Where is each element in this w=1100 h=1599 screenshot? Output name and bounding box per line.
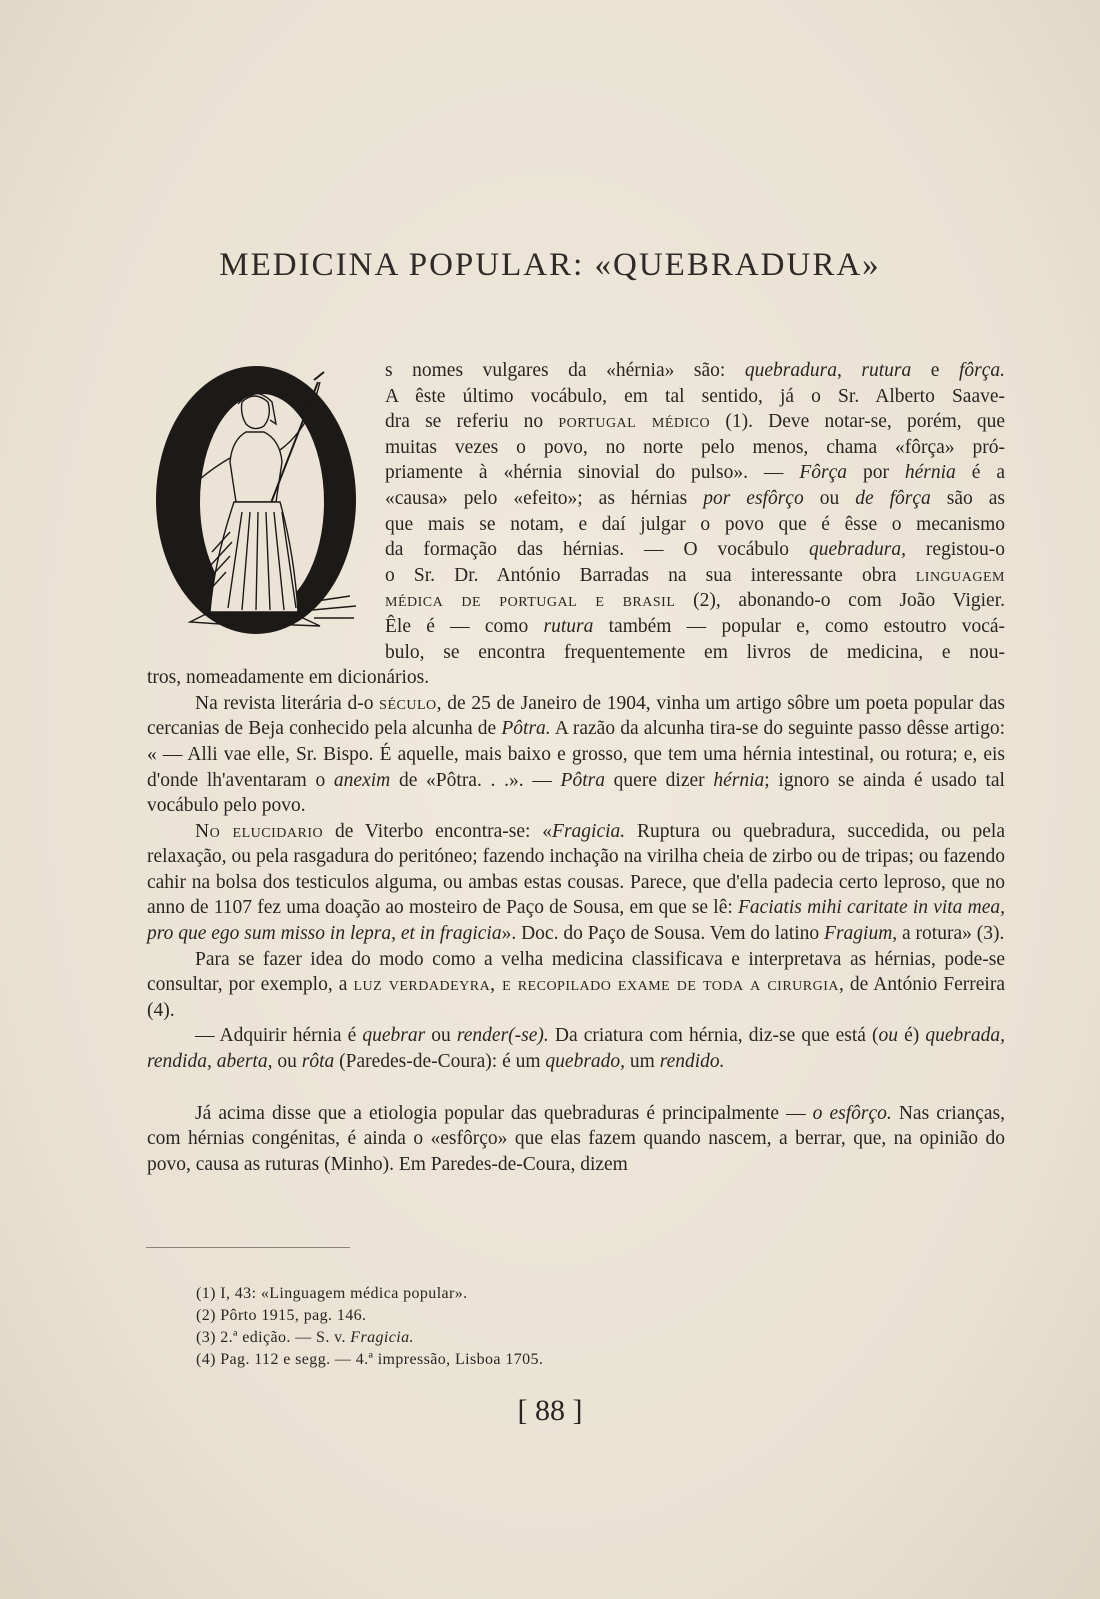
italic-run: anexim [333, 769, 391, 791]
text-line: A êste último vocábulo, em tal sentido, já o Sr. Alberto Saave- [385, 385, 1005, 407]
italic-run: Pôtra [560, 769, 605, 791]
text-line: da formação das hérnias. — O vocábulo quebradura, registou-o [385, 539, 1005, 561]
first-paragraph [147, 358, 1005, 1177]
small-caps-run: século [379, 692, 437, 714]
italic-run: quebradura, [809, 539, 906, 561]
italic-run: quebrar [362, 1025, 426, 1047]
body-paragraphs [147, 691, 1005, 1178]
italic-run: Fragicia. [350, 1329, 414, 1346]
italic-run: Fragicia. [552, 820, 626, 842]
small-caps-run: luz verdadeyra, e recopilado exame de toda a cirurgia [353, 974, 839, 996]
small-caps-run: médica de portugal e brasil [385, 590, 676, 612]
paragraph: Já acima disse que a etiologia popular das quebraduras é principalmente — o esfôrço. Nas crianças, com hérnias congénitas, é ainda o «esfôrço» que elas fazem quando nascem, a berrar, que, na opinião do povo, causa as ruturas (Minho). Em Paredes-de-Coura, dizem [147, 1102, 1005, 1175]
text-line: priamente à «hérnia sinovial do pulso». — Fôrça por hérnia é a [385, 462, 1005, 484]
italic-run: fôrça. [958, 360, 1005, 381]
text-line: s nomes vulgares da «hérnia» são: quebradura, rutura e fôrça. [385, 360, 1005, 381]
small-caps-run: linguagem [915, 564, 1005, 586]
italic-run: Fragium [824, 923, 893, 945]
italic-run: Pôtra. [501, 718, 551, 740]
small-caps-run: portugal médico [558, 411, 711, 433]
footnote-separator [146, 1247, 350, 1248]
italic-run: rendido. [659, 1051, 725, 1073]
italic-run: de fôrça [855, 487, 931, 509]
italic-run: Fôrça [799, 462, 847, 484]
first-paragraph-end: tros, nomeadamente em dicionários. [147, 667, 430, 689]
italic-run: render(-se). [456, 1025, 549, 1047]
small-caps-run: No elucidario [195, 820, 324, 842]
italic-run: quebradura, rutura [744, 360, 912, 381]
text-line: bulo, se encontra frequentemente em livros de medicina, e nou- [385, 641, 1005, 663]
page-number: [ 88 ] [517, 1394, 583, 1427]
italic-run: quebrado, [545, 1051, 626, 1073]
italic-run: quebrada, rendida, aberta, [147, 1025, 1005, 1073]
footnote: (4) Pag. 112 e segg. — 4.ª impressão, Lisboa 1705. [196, 1351, 544, 1368]
italic-run: rutura [543, 615, 594, 637]
footnote: (1) I, 43: «Linguagem médica popular». [196, 1285, 468, 1302]
article-title: MEDICINA POPULAR: «QUEBRADURA» [219, 247, 881, 283]
text-line: o Sr. Dr. António Barradas na sua interessante obra linguagem [385, 564, 1005, 586]
paragraph-gap [147, 1075, 1005, 1101]
paragraph: Para se fazer idea do modo como a velha medicina classificava e interpretava as hérnias, pode-se consultar, por exemplo, a luz verdadeyra, e recopilado exame de toda a cirurgia, de António Ferreira (4). [147, 948, 1005, 1021]
text-line: Êle é — como rutura também — popular e, como estoutro vocá- [385, 615, 1005, 637]
italic-run: hérnia [904, 462, 956, 484]
text-line: médica de portugal e brasil (2), abonando-o com João Vigier. [385, 590, 1005, 612]
italic-run: por esfôrço [703, 487, 804, 509]
paragraph: — Adquirir hérnia é quebrar ou render(-se). Da criatura com hérnia, diz-se que está (ou é) quebrada, rendida, aberta, ou rôta (Paredes-de-Coura): é um quebrado, um rendido. [147, 1025, 1005, 1073]
paragraph: Na revista literária d-o século, de 25 de Janeiro de 1904, vinha um artigo sôbre um poeta popular das cercanias de Beja conhecido pela alcunha de Pôtra. A razão da alcunha tira-se do seguinte passo dêsse artigo: « — Alli vae elle, Sr. Bispo. É aquelle, mais baixo e grosso, que tem uma hérnia intestinal, ou rotura; e, eis d'onde lh'aventaram o anexim de «Pôtra. . .». — Pôtra quere dizer hérnia; ignoro se ainda é usado tal vocábulo pelo povo. [147, 692, 1005, 817]
footnote: (3) 2.ª edição. — S. v. Fragicia. [196, 1329, 414, 1346]
italic-run: o esfôrço. [812, 1102, 892, 1124]
italic-run: Faciatis mihi caritate in vita mea, pro que ego sum misso in lepra, et in fragicia [147, 897, 1006, 945]
text-line: que mais se notam, e daí julgar o povo que é êsse o mecanismo [385, 513, 1005, 535]
italic-run: rôta [301, 1051, 335, 1073]
text-line: dra se referiu no portugal médico (1). Deve notar-se, porém, que [385, 411, 1005, 433]
footnotes [196, 1283, 543, 1371]
text-line: muitas vezes o povo, no norte pelo menos, chama «fôrça» pró- [385, 436, 1005, 458]
paragraph: No elucidario de Viterbo encontra-se: «Fragicia. Ruptura ou quebradura, succedida, ou pela relaxação, ou pela rasgadura do peritóneo; fazendo inchação na virilha cheia de zirbo ou de tripas; ou fazendo cahir na bolsa dos testiculos alguma, ou ambas estas cousas. Parece, que d'ella padecia certo leproso, que no anno de 1107 fez uma doação ao mosteiro de Paço de Sousa, em que se lê: Faciatis mihi caritate in vita mea, pro que ego sum misso in lepra, et in fragicia». Doc. do Paço de Sousa. Vem do latino Fragium, a rotura» (3). [147, 820, 1006, 945]
text-line: «causa» pelo «efeito»; as hérnias por esfôrço ou de fôrça são as [385, 487, 1005, 509]
italic-run: hérnia [713, 769, 765, 791]
first-paragraph-lines [147, 358, 1005, 665]
footnote: (2) Pôrto 1915, pag. 146. [196, 1307, 367, 1324]
italic-run: ou [878, 1025, 899, 1047]
